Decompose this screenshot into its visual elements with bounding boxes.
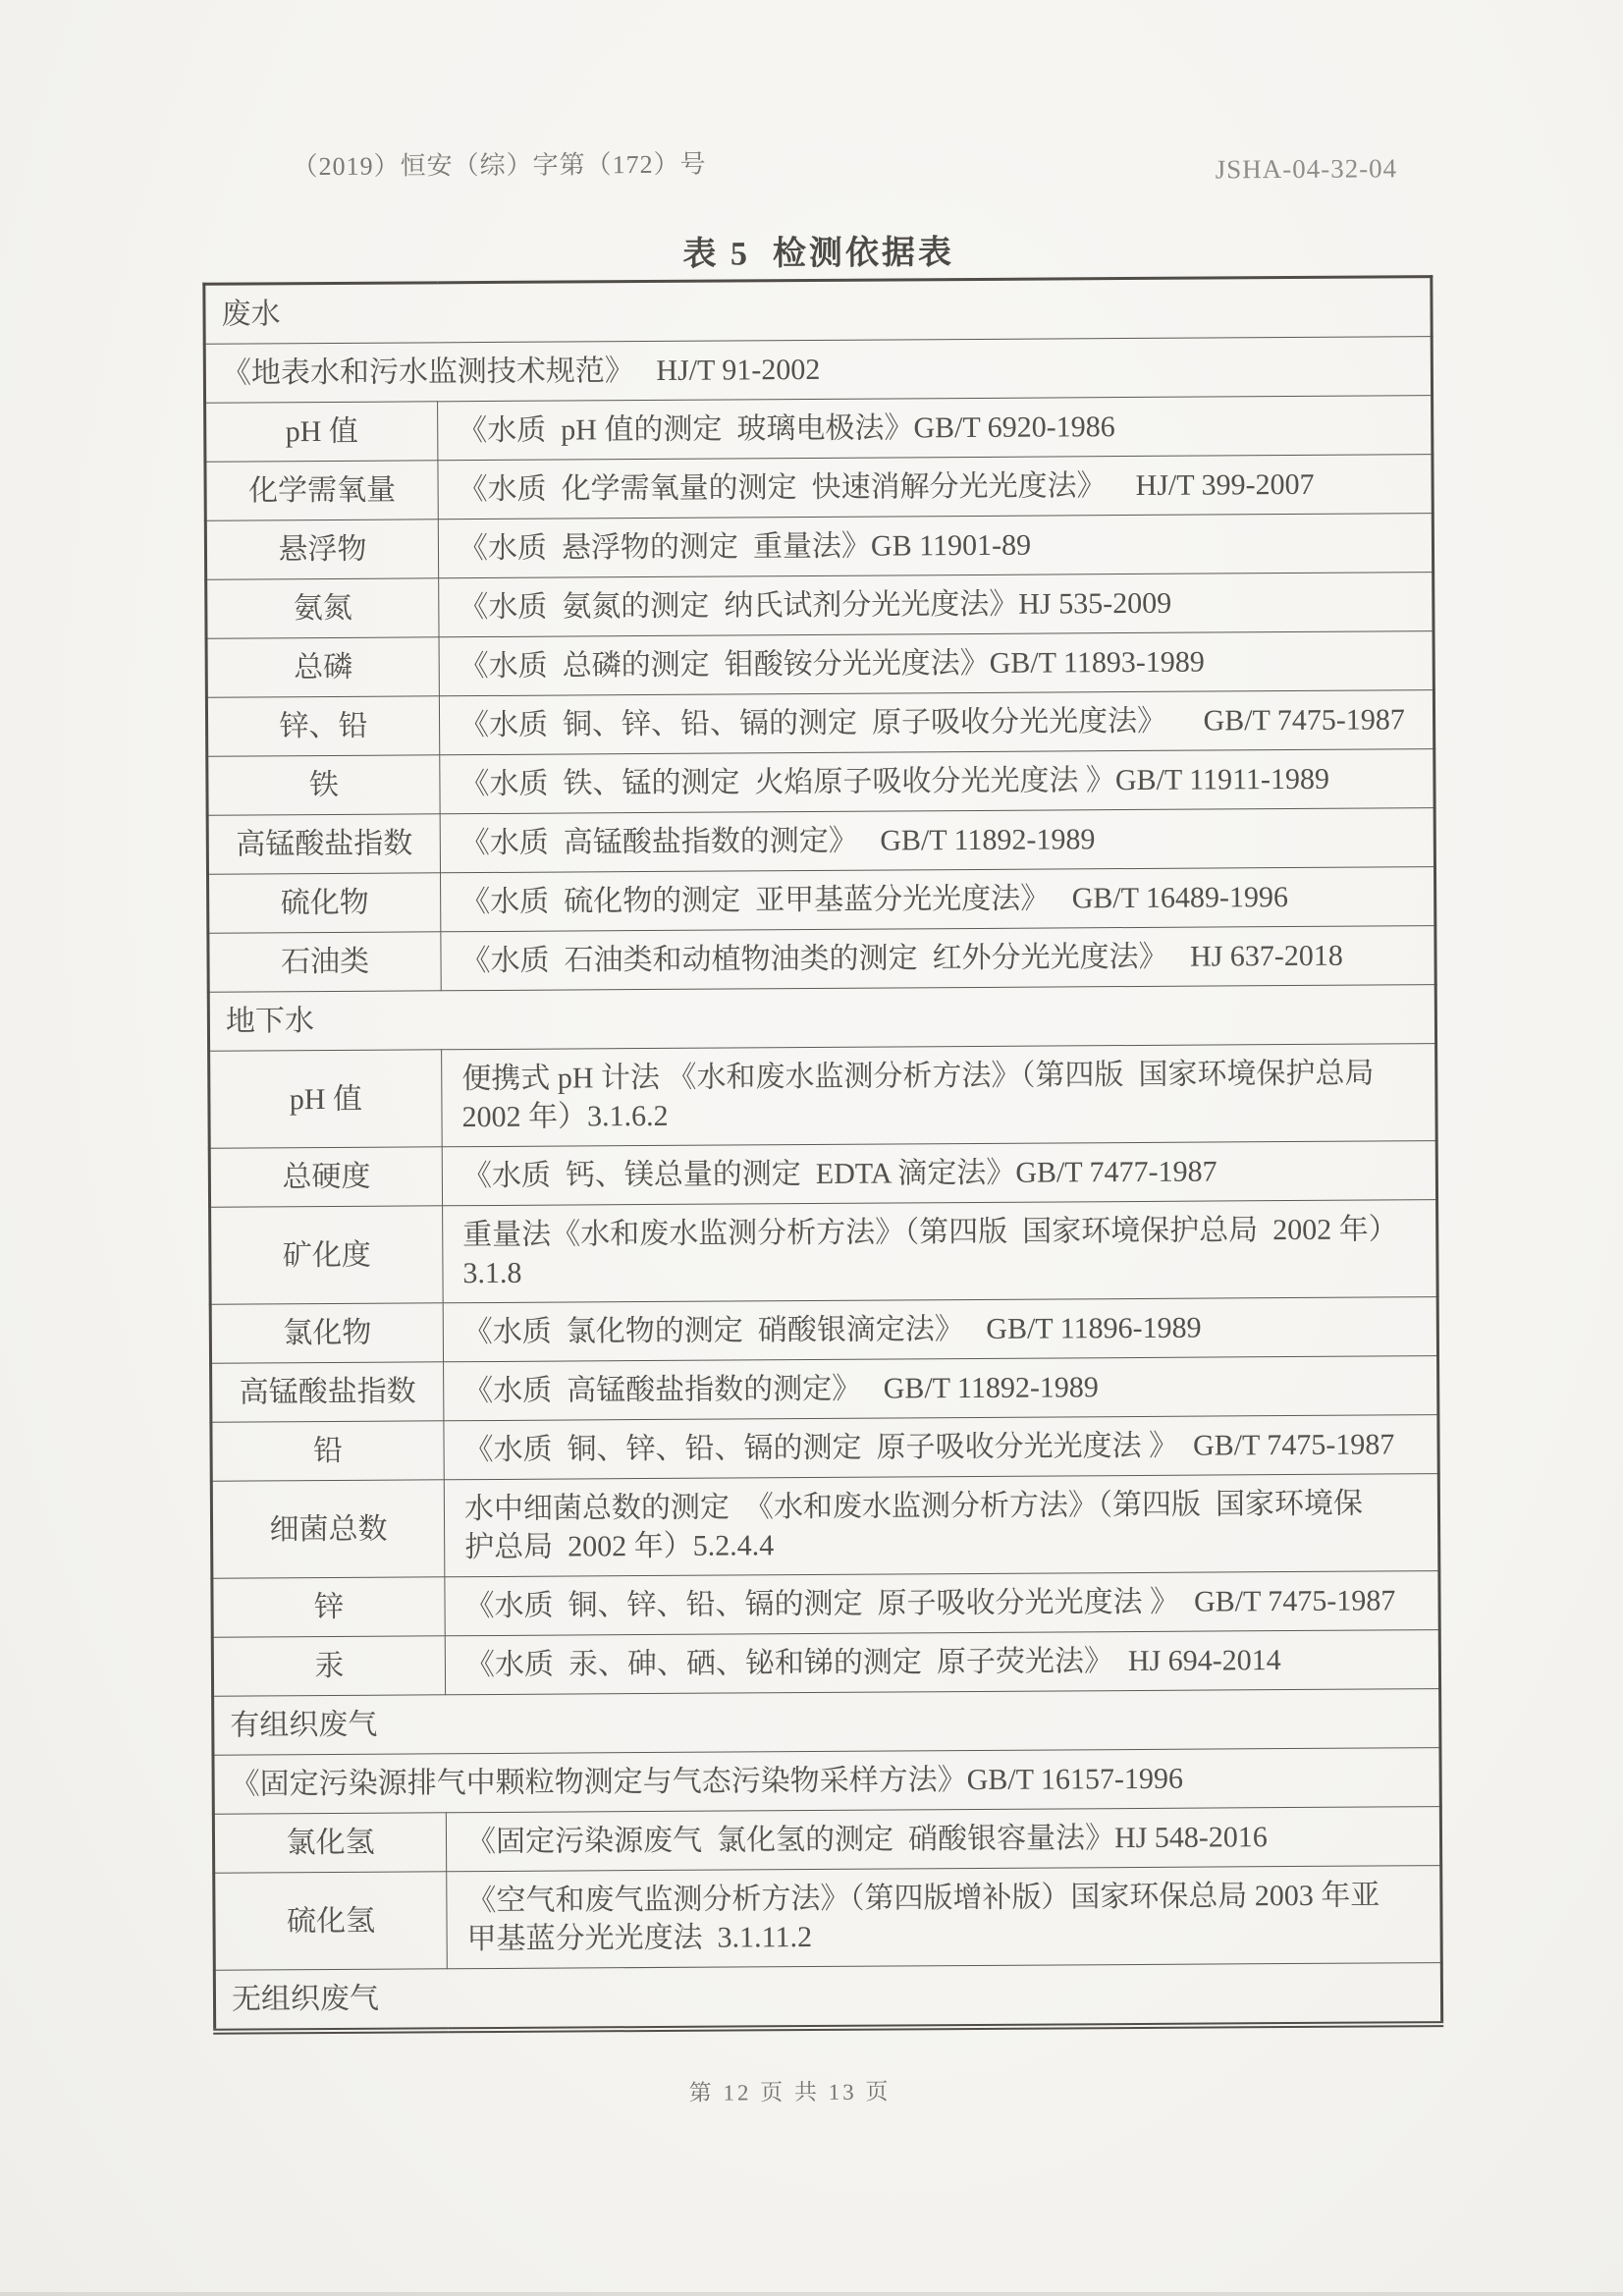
method-cell: 《水质 悬浮物的测定 重量法》GB 11901-89 (438, 514, 1433, 578)
table-row (212, 1630, 1439, 1697)
method-cell: 《水质 高锰酸盐指数的测定》 GB/T 11892-1989 (440, 808, 1434, 873)
table-row (207, 749, 1434, 816)
table-row (207, 808, 1434, 875)
section-header-cell: 地下水 (208, 985, 1435, 1052)
table-row (208, 926, 1435, 993)
table-row (204, 337, 1432, 404)
table-row (206, 631, 1434, 698)
method-cell: 《水质 pH 值的测定 玻璃电极法》GB/T 6920-1986 (438, 396, 1433, 461)
standard-reference-cell: 《固定污染源排气中颗粒物测定与气态污染物采样方法》GB/T 16157-1996 (213, 1748, 1440, 1815)
table-row (205, 455, 1433, 521)
parameter-cell: 细菌总数 (211, 1480, 445, 1578)
table-body (204, 277, 1442, 2032)
document-code: JSHA-04-32-04 (1215, 153, 1398, 185)
method-cell: 便携式 pH 计法 《水和废水监测分析方法》（第四版 国家环境保护总局 2002 年）3.1.6.2 (442, 1044, 1437, 1147)
parameter-cell: 氯化氢 (213, 1813, 446, 1873)
table-row (206, 573, 1434, 639)
method-cell: 《水质 硫化物的测定 亚甲基蓝分光光度法》 GB/T 16489-1996 (440, 867, 1434, 932)
method-cell: 《固定污染源废气 氯化氢的测定 硝酸银容量法》HJ 548-2016 (446, 1807, 1440, 1872)
report-number: （2019）恒安（综）字第（172）号 (292, 149, 707, 182)
parameter-cell: 化学需氧量 (205, 461, 438, 520)
parameter-cell: 氨氮 (206, 578, 439, 638)
parameter-cell: 锌、铅 (206, 696, 439, 756)
parameter-cell: 矿化度 (210, 1206, 444, 1304)
detection-basis-table (202, 275, 1443, 2035)
table-row (209, 1044, 1437, 1149)
method-cell: 《水质 铁、锰的测定 火焰原子吸收分光光度法 》GB/T 11911-1989 (440, 749, 1434, 814)
table-row (211, 1356, 1438, 1423)
table-row (211, 1415, 1438, 1482)
parameter-cell: 总磷 (206, 637, 439, 697)
method-cell: 《水质 铜、锌、铅、镉的测定 原子吸收分光光度法 》 GB/T 7475-1987 (444, 1415, 1438, 1480)
method-cell: 《水质 高锰酸盐指数的测定》 GB/T 11892-1989 (444, 1356, 1438, 1421)
table-row (205, 514, 1433, 580)
parameter-cell: 石油类 (208, 932, 441, 992)
table-row (206, 690, 1434, 757)
parameter-cell: 总硬度 (209, 1147, 442, 1207)
table-row (210, 1200, 1438, 1305)
method-cell: 《水质 汞、砷、硒、铋和锑的测定 原子荧光法》 HJ 694-2014 (445, 1630, 1439, 1695)
method-cell: 《水质 钙、镁总量的测定 EDTA 滴定法》GB/T 7477-1987 (442, 1141, 1436, 1206)
table-row (208, 985, 1435, 1052)
parameter-cell: 高锰酸盐指数 (211, 1362, 444, 1422)
table-row (207, 867, 1434, 934)
table-row (213, 1689, 1440, 1756)
section-header-cell: 废水 (204, 277, 1432, 345)
method-cell: 《水质 总磷的测定 钼酸铵分光光度法》GB/T 11893-1989 (439, 631, 1434, 696)
method-cell: 重量法《水和废水监测分析方法》（第四版 国家环境保护总局 2002 年） 3.1.8 (443, 1200, 1438, 1303)
parameter-cell: 氯化物 (210, 1303, 443, 1363)
scanner-edge-shadow (0, 2292, 1623, 2296)
parameter-cell: 硫化氢 (214, 1872, 448, 1970)
page-number: 第 12 页 共 13 页 (688, 2079, 892, 2105)
table-title: 表 5 检测依据表 (682, 235, 955, 273)
table-row (211, 1474, 1439, 1579)
method-cell: 《水质 化学需氧量的测定 快速消解分光光度法》 HJ/T 399-2007 (438, 455, 1433, 519)
parameter-cell: pH 值 (209, 1050, 443, 1148)
section-header-cell: 无组织废气 (214, 1963, 1441, 2032)
parameter-cell: 汞 (212, 1636, 445, 1696)
parameter-cell: 硫化物 (207, 873, 440, 933)
method-cell: 《水质 氯化物的测定 硝酸银滴定法》 GB/T 11896-1989 (443, 1297, 1437, 1362)
table-row (209, 1141, 1436, 1208)
parameter-cell: 铅 (211, 1421, 444, 1481)
parameter-cell: 锌 (212, 1577, 445, 1637)
table-row (204, 277, 1432, 345)
standard-reference-cell: 《地表水和污水监测技术规范》 HJ/T 91-2002 (204, 337, 1432, 404)
table-row (210, 1297, 1437, 1364)
method-cell: 《水质 铜、锌、铅、镉的测定 原子吸收分光光度法 》 GB/T 7475-1987 (445, 1571, 1439, 1636)
method-cell: 《空气和废气监测分析方法》（第四版增补版）国家环保总局 2003 年亚 甲基蓝分光光度法 3.1.11.2 (447, 1866, 1442, 1969)
method-cell: 《水质 铜、锌、铅、镉的测定 原子吸收分光光度法》 GB/T 7475-1987 (439, 690, 1434, 755)
table-row (205, 396, 1433, 463)
section-header-cell: 有组织废气 (213, 1689, 1440, 1756)
table-row (212, 1571, 1439, 1638)
parameter-cell: 铁 (207, 755, 440, 815)
table-row (214, 1866, 1442, 1971)
method-cell: 《水质 氨氮的测定 纳氏试剂分光光度法》HJ 535-2009 (439, 573, 1434, 637)
table-row (214, 1963, 1441, 2032)
parameter-cell: 悬浮物 (205, 519, 438, 579)
parameter-cell: pH 值 (205, 402, 438, 462)
table-row (213, 1748, 1440, 1815)
parameter-cell: 高锰酸盐指数 (207, 814, 440, 874)
method-cell: 水中细菌总数的测定 《水和废水监测分析方法》（第四版 国家环境保 护总局 2002 年）5.2.4.4 (444, 1474, 1439, 1577)
table-row (213, 1807, 1440, 1874)
method-cell: 《水质 石油类和动植物油类的测定 红外分光光度法》 HJ 637-2018 (441, 926, 1435, 991)
